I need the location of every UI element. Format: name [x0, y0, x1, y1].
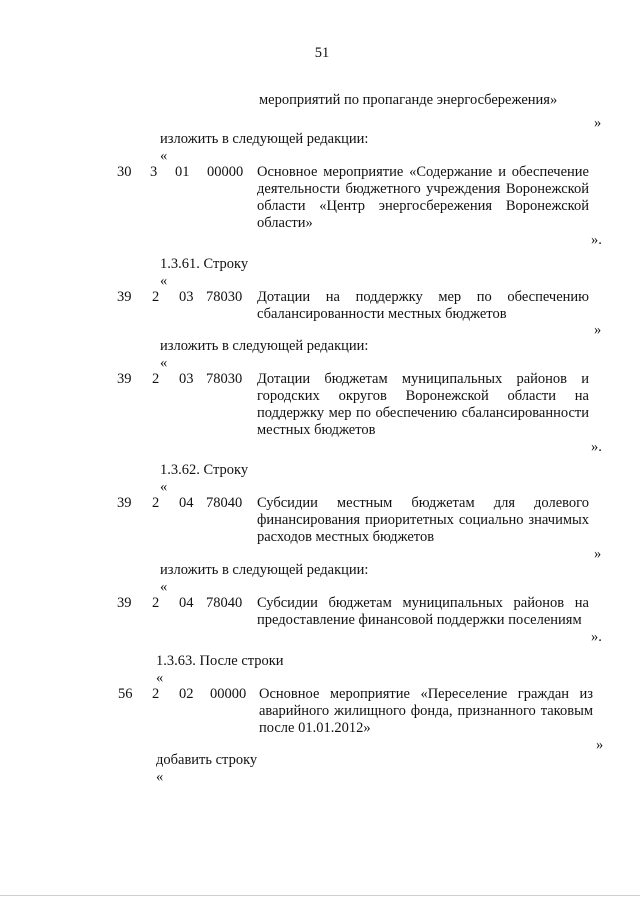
description-line: аварийного жилищного фонда, признанного таковым — [259, 703, 593, 719]
description-cell — [259, 686, 593, 737]
page-number: 51 — [314, 45, 330, 61]
replace-label: изложить в следующей редакции: — [160, 562, 369, 578]
code-cell: 39 — [117, 495, 132, 511]
description-line: расходов местных бюджетов — [257, 529, 435, 545]
description-line: Дотации бюджетам муниципальных районов и — [257, 371, 589, 387]
code-cell: 78040 — [206, 495, 243, 511]
item-heading: 1.3.62. Строку — [160, 462, 249, 478]
replace-label: изложить в следующей редакции: — [160, 131, 369, 147]
code-cell: 2 — [152, 289, 160, 305]
code-cell: 04 — [179, 595, 194, 611]
close-quote: » — [594, 546, 602, 562]
code-cell: 02 — [179, 686, 194, 702]
close-quote: » — [594, 115, 602, 131]
code-cell: 2 — [152, 371, 160, 387]
code-cell: 39 — [117, 371, 132, 387]
code-cell: 03 — [179, 371, 194, 387]
open-quote: « — [160, 479, 168, 495]
close-quote: » — [596, 737, 604, 753]
code-cell: 78040 — [206, 595, 243, 611]
description-line: Основное мероприятие «Содержание и обеспечение — [257, 164, 589, 180]
description-cell — [257, 164, 589, 232]
open-quote: « — [160, 355, 168, 371]
code-cell: 2 — [152, 595, 160, 611]
code-cell: 03 — [179, 289, 194, 305]
open-quote: « — [160, 148, 168, 164]
intro-tail-line: мероприятий по пропаганде энергосбережения» — [259, 92, 558, 108]
item-heading: 1.3.63. После строки — [156, 653, 284, 669]
open-quote: « — [160, 579, 168, 595]
code-cell: 00000 — [210, 686, 247, 702]
description-line: деятельности бюджетного учреждения Воронежской — [257, 181, 589, 197]
code-cell: 00000 — [207, 164, 244, 180]
description-line: области» — [257, 215, 313, 231]
description-line: области «Центр энергосбережения Воронежской — [257, 198, 589, 214]
code-cell: 39 — [117, 595, 132, 611]
replace-label: изложить в следующей редакции: — [160, 338, 369, 354]
description-line: Основное мероприятие «Переселение граждан из — [259, 686, 593, 702]
description-line: после 01.01.2012» — [259, 720, 371, 736]
description-line: Дотации на поддержку мер по обеспечению — [257, 289, 589, 305]
close-quote-dot: ». — [591, 629, 602, 645]
close-quote-dot: ». — [591, 232, 602, 248]
description-line: сбалансированности местных бюджетов — [257, 306, 507, 322]
code-cell: 2 — [152, 686, 160, 702]
description-line: предоставление финансовой поддержки поселениям — [257, 612, 582, 628]
description-cell — [257, 495, 589, 546]
open-quote: « — [156, 670, 164, 686]
description-cell — [257, 289, 589, 323]
add-row-label: добавить строку — [156, 752, 258, 768]
description-line: Субсидии местным бюджетам для долевого — [257, 495, 589, 511]
code-cell: 30 — [117, 164, 132, 180]
description-line: местных бюджетов — [257, 422, 376, 438]
code-cell: 78030 — [206, 289, 243, 305]
code-cell: 3 — [150, 164, 158, 180]
code-cell: 78030 — [206, 371, 243, 387]
description-line: городских округов Воронежской области на — [257, 388, 589, 404]
code-cell: 2 — [152, 495, 160, 511]
code-cell: 56 — [118, 686, 133, 702]
description-cell — [257, 595, 589, 629]
close-quote: » — [594, 322, 602, 338]
close-quote-dot: ». — [591, 439, 602, 455]
open-quote: « — [156, 769, 164, 785]
description-line: финансирования приоритетных социально значимых — [257, 512, 589, 528]
description-cell — [257, 371, 589, 439]
code-cell: 04 — [179, 495, 194, 511]
page-edge-divider — [0, 895, 640, 896]
item-heading: 1.3.61. Строку — [160, 256, 249, 272]
description-line: Субсидии бюджетам муниципальных районов на — [257, 595, 589, 611]
description-line: поддержку мер по обеспечению сбалансированности — [257, 405, 589, 421]
open-quote: « — [160, 273, 168, 289]
code-cell: 39 — [117, 289, 132, 305]
code-cell: 01 — [175, 164, 190, 180]
